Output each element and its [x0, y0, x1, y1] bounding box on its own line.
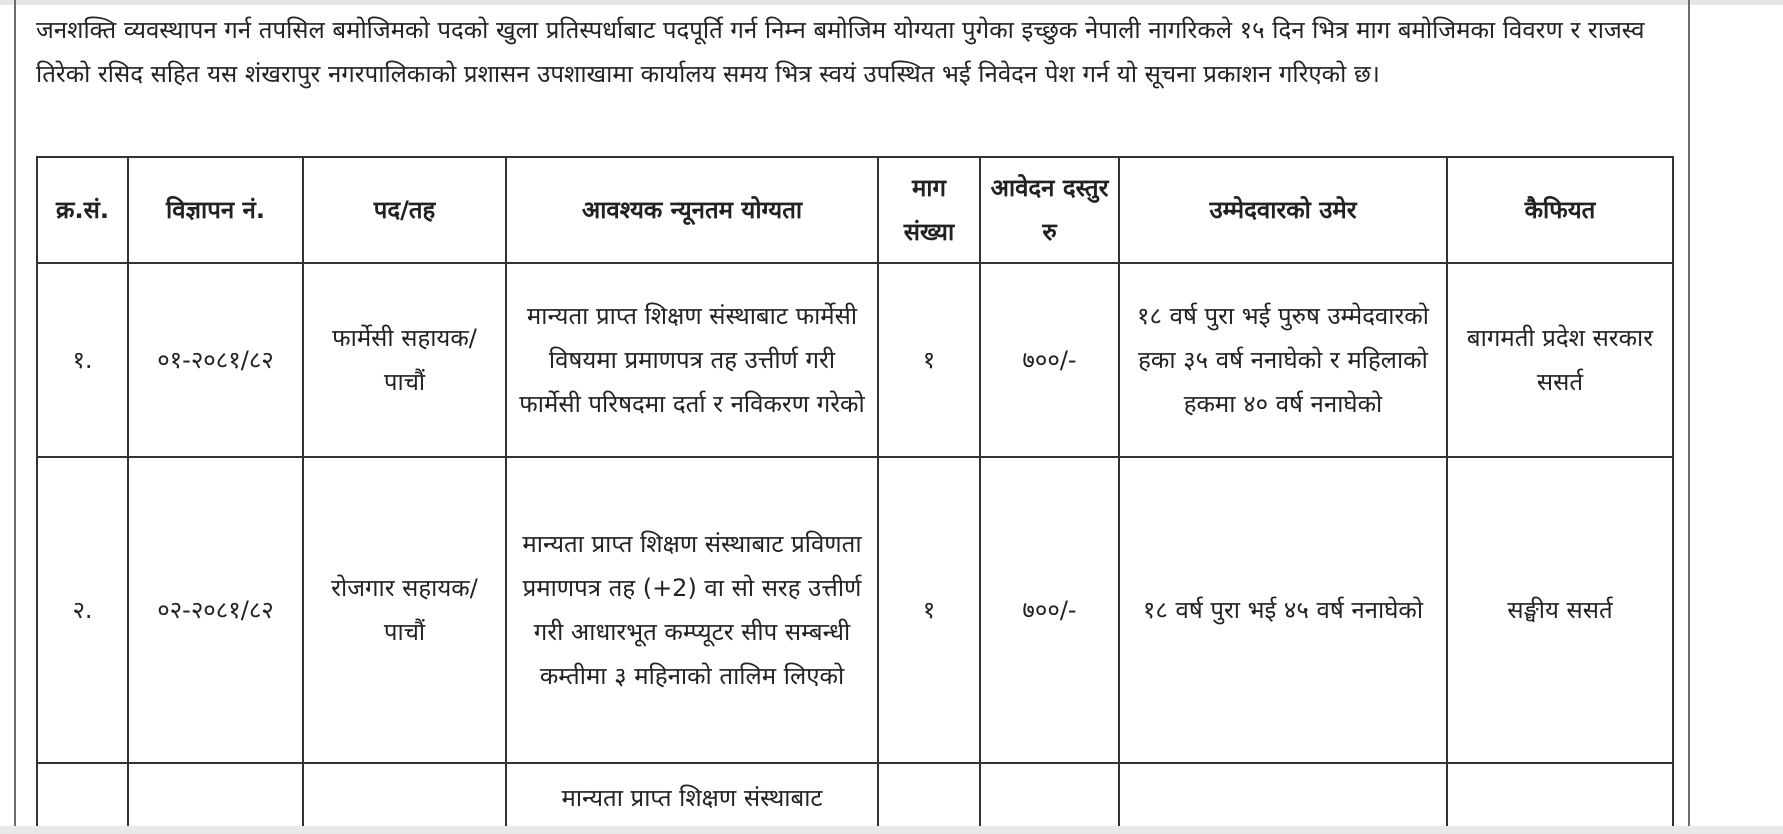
notice-intro-paragraph: जनशक्ति व्यवस्थापन गर्न तपसिल बमोजिमको पदको खुला प्रतिस्पर्धाबाट पदपूर्ति गर्न निम्न बमोजिम योग्यता पुगेका इच्छुक नेपाली नागरिकले १५ दिन भित्र माग बमोजिमका विवरण र राजस्व तिरेको रसिद सहित यस शंखरापुर नगरपालिकाको प्रशासन उपशाखामा कार्यालय समय भित्र स्वयं उपस्थित भई निवेदन पेश गर्न यो सूचना प्रकाशन गरिएको छ।	[36, 16, 1645, 88]
cell-sn: १.	[37, 263, 128, 457]
cell-age: १८ वर्ष पुरा भई ४५ वर्ष ननाघेको	[1119, 457, 1447, 763]
cell-remarks: सङ्घीय ससर्त	[1447, 457, 1673, 763]
cell-qualification: मान्यता प्राप्त शिक्षण संस्थाबाट फार्मेसी विषयमा प्रमाणपत्र तह उत्तीर्ण गरी फार्मेसी परिषदमा दर्ता र नविकरण गरेको	[506, 263, 878, 457]
vacancy-table	[36, 156, 1674, 834]
cell-remarks: बागमती प्रदेश सरकार ससर्त	[1447, 263, 1673, 457]
cell-post: रोजगार सहायक/पाचौं	[303, 457, 506, 763]
cell-qualification: मान्यता प्राप्त शिक्षण संस्थाबाट	[506, 763, 878, 833]
cell-age	[1119, 763, 1447, 833]
header-remarks: कैफियत	[1447, 157, 1673, 263]
header-demand: माग संख्या	[878, 157, 980, 263]
cell-remarks	[1447, 763, 1673, 833]
cell-ad-no	[128, 763, 303, 833]
header-age: उम्मेदवारको उमेर	[1119, 157, 1447, 263]
table-row	[37, 763, 1673, 833]
viewport-bottom-edge	[0, 826, 1783, 834]
header-qualification: आवश्यक न्यूनतम योग्यता	[506, 157, 878, 263]
cell-sn: २.	[37, 457, 128, 763]
table-row	[37, 457, 1673, 763]
notice-document	[14, 0, 1690, 834]
cell-age: १८ वर्ष पुरा भई पुरुष उम्मेदवारको हका ३५ वर्ष ननाघेको र महिलाको हकमा ४० वर्ष ननाघेको	[1119, 263, 1447, 457]
header-sn: क्र.सं.	[37, 157, 128, 263]
table-row	[37, 263, 1673, 457]
cell-demand	[878, 763, 980, 833]
cell-fee	[980, 763, 1119, 833]
cell-ad-no: ०२-२०८१/८२	[128, 457, 303, 763]
cell-qualification: मान्यता प्राप्त शिक्षण संस्थाबाट प्रविणता प्रमाणपत्र तह (+2) वा सो सरह उत्तीर्ण गरी आधारभूत कम्प्यूटर सीप सम्बन्धी कम्तीमा ३ महिनाको तालिम लिएको	[506, 457, 878, 763]
header-ad-no: विज्ञापन नं.	[128, 157, 303, 263]
cell-sn	[37, 763, 128, 833]
cell-post: फार्मेसी सहायक/पाचौं	[303, 263, 506, 457]
header-fee: आवेदन दस्तुर रु	[980, 157, 1119, 263]
header-post: पद/तह	[303, 157, 506, 263]
cell-demand: १	[878, 263, 980, 457]
table-header-row	[37, 157, 1673, 263]
cell-fee: ७००/-	[980, 263, 1119, 457]
cell-fee: ७००/-	[980, 457, 1119, 763]
cell-demand: १	[878, 457, 980, 763]
cell-ad-no: ०१-२०८१/८२	[128, 263, 303, 457]
cell-post	[303, 763, 506, 833]
